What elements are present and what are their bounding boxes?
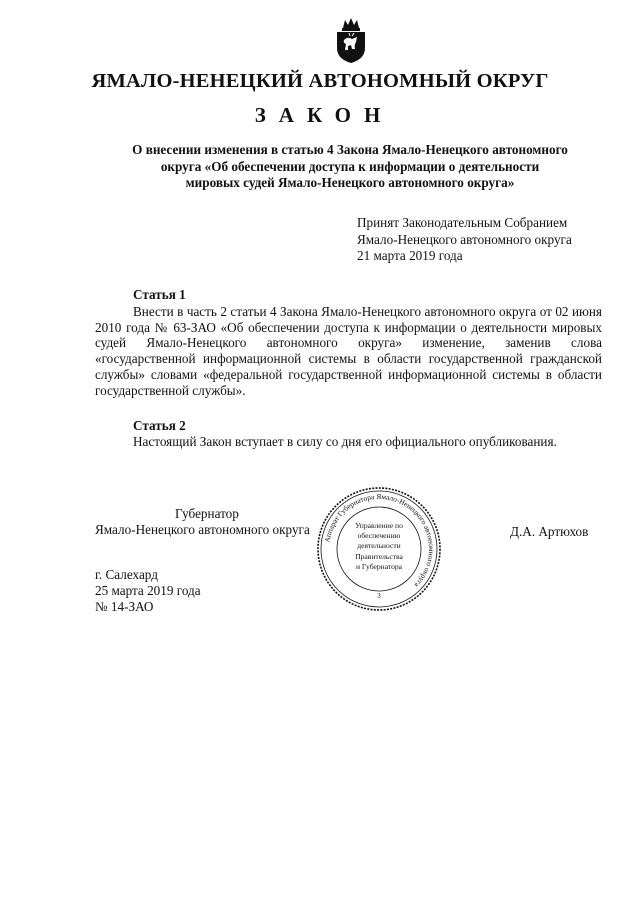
governor-name: Д.А. Артюхов: [510, 524, 589, 539]
official-seal-stamp: [316, 486, 442, 612]
document-type-title: ЗАКОН: [254, 103, 394, 127]
subtitle-line: О внесении изменения в статью 4 Закона Ямало-Ненецкого автономного: [132, 142, 568, 157]
subtitle-line: мировых судей Ямало-Ненецкого автономного округа»: [185, 175, 515, 190]
article-1-title: Статья 1: [133, 287, 186, 302]
stamp-ring-text: Аппарат Губернатора Ямало-Ненецкого автономного округа: [322, 491, 437, 590]
stamp-center-line: и Губернатора: [355, 562, 403, 571]
law-subtitle: [90, 142, 610, 192]
governor-region: Ямало-Ненецкого автономного округа: [95, 522, 310, 537]
adoption-line: Ямало-Ненецкого автономного округа: [357, 231, 572, 247]
governor-title: Губернатор: [175, 506, 239, 521]
adoption-line: 21 марта 2019 года: [357, 248, 463, 263]
issue-date: 25 марта 2019 года: [95, 582, 201, 598]
article-1-text: Внести в часть 2 статьи 4 Закона Ямало-Ненецкого автономного округа от 02 июня 2010 года № 63-ЗАО «Об обеспечении доступа к информации о деятельности мировых судей Ямало-Ненецкого автономного округа» изменение, заменив слова «государственной информационной системы в области государственной гражданской службы» словами «федеральной государственной информационной системы в области государственной службы».: [95, 304, 602, 398]
law-number: № 14-ЗАО: [95, 598, 154, 614]
stamp-center-line: Управление по: [355, 521, 403, 530]
article-2-title: Статья 2: [133, 418, 186, 433]
stamp-center-line: обеспечению: [357, 531, 401, 540]
stamp-number: 3: [377, 592, 381, 600]
adoption-block: [357, 215, 572, 265]
region-title: ЯМАЛО-НЕНЕЦКИЙ АВТОНОМНЫЙ ОКРУГ: [91, 70, 549, 92]
adoption-line: Принят Законодательным Собранием: [357, 215, 568, 230]
article-2-text: Настоящий Закон вступает в силу со дня его официального опубликования.: [133, 434, 557, 449]
issue-city: г. Салехард: [95, 567, 158, 582]
stamp-center-line: Правительства: [355, 552, 403, 561]
subtitle-line: округа «Об обеспечении доступа к информации о деятельности: [160, 158, 540, 174]
issue-details: [95, 567, 201, 614]
coat-of-arms-emblem: [330, 16, 372, 64]
stamp-center-line: деятельности: [357, 541, 401, 550]
